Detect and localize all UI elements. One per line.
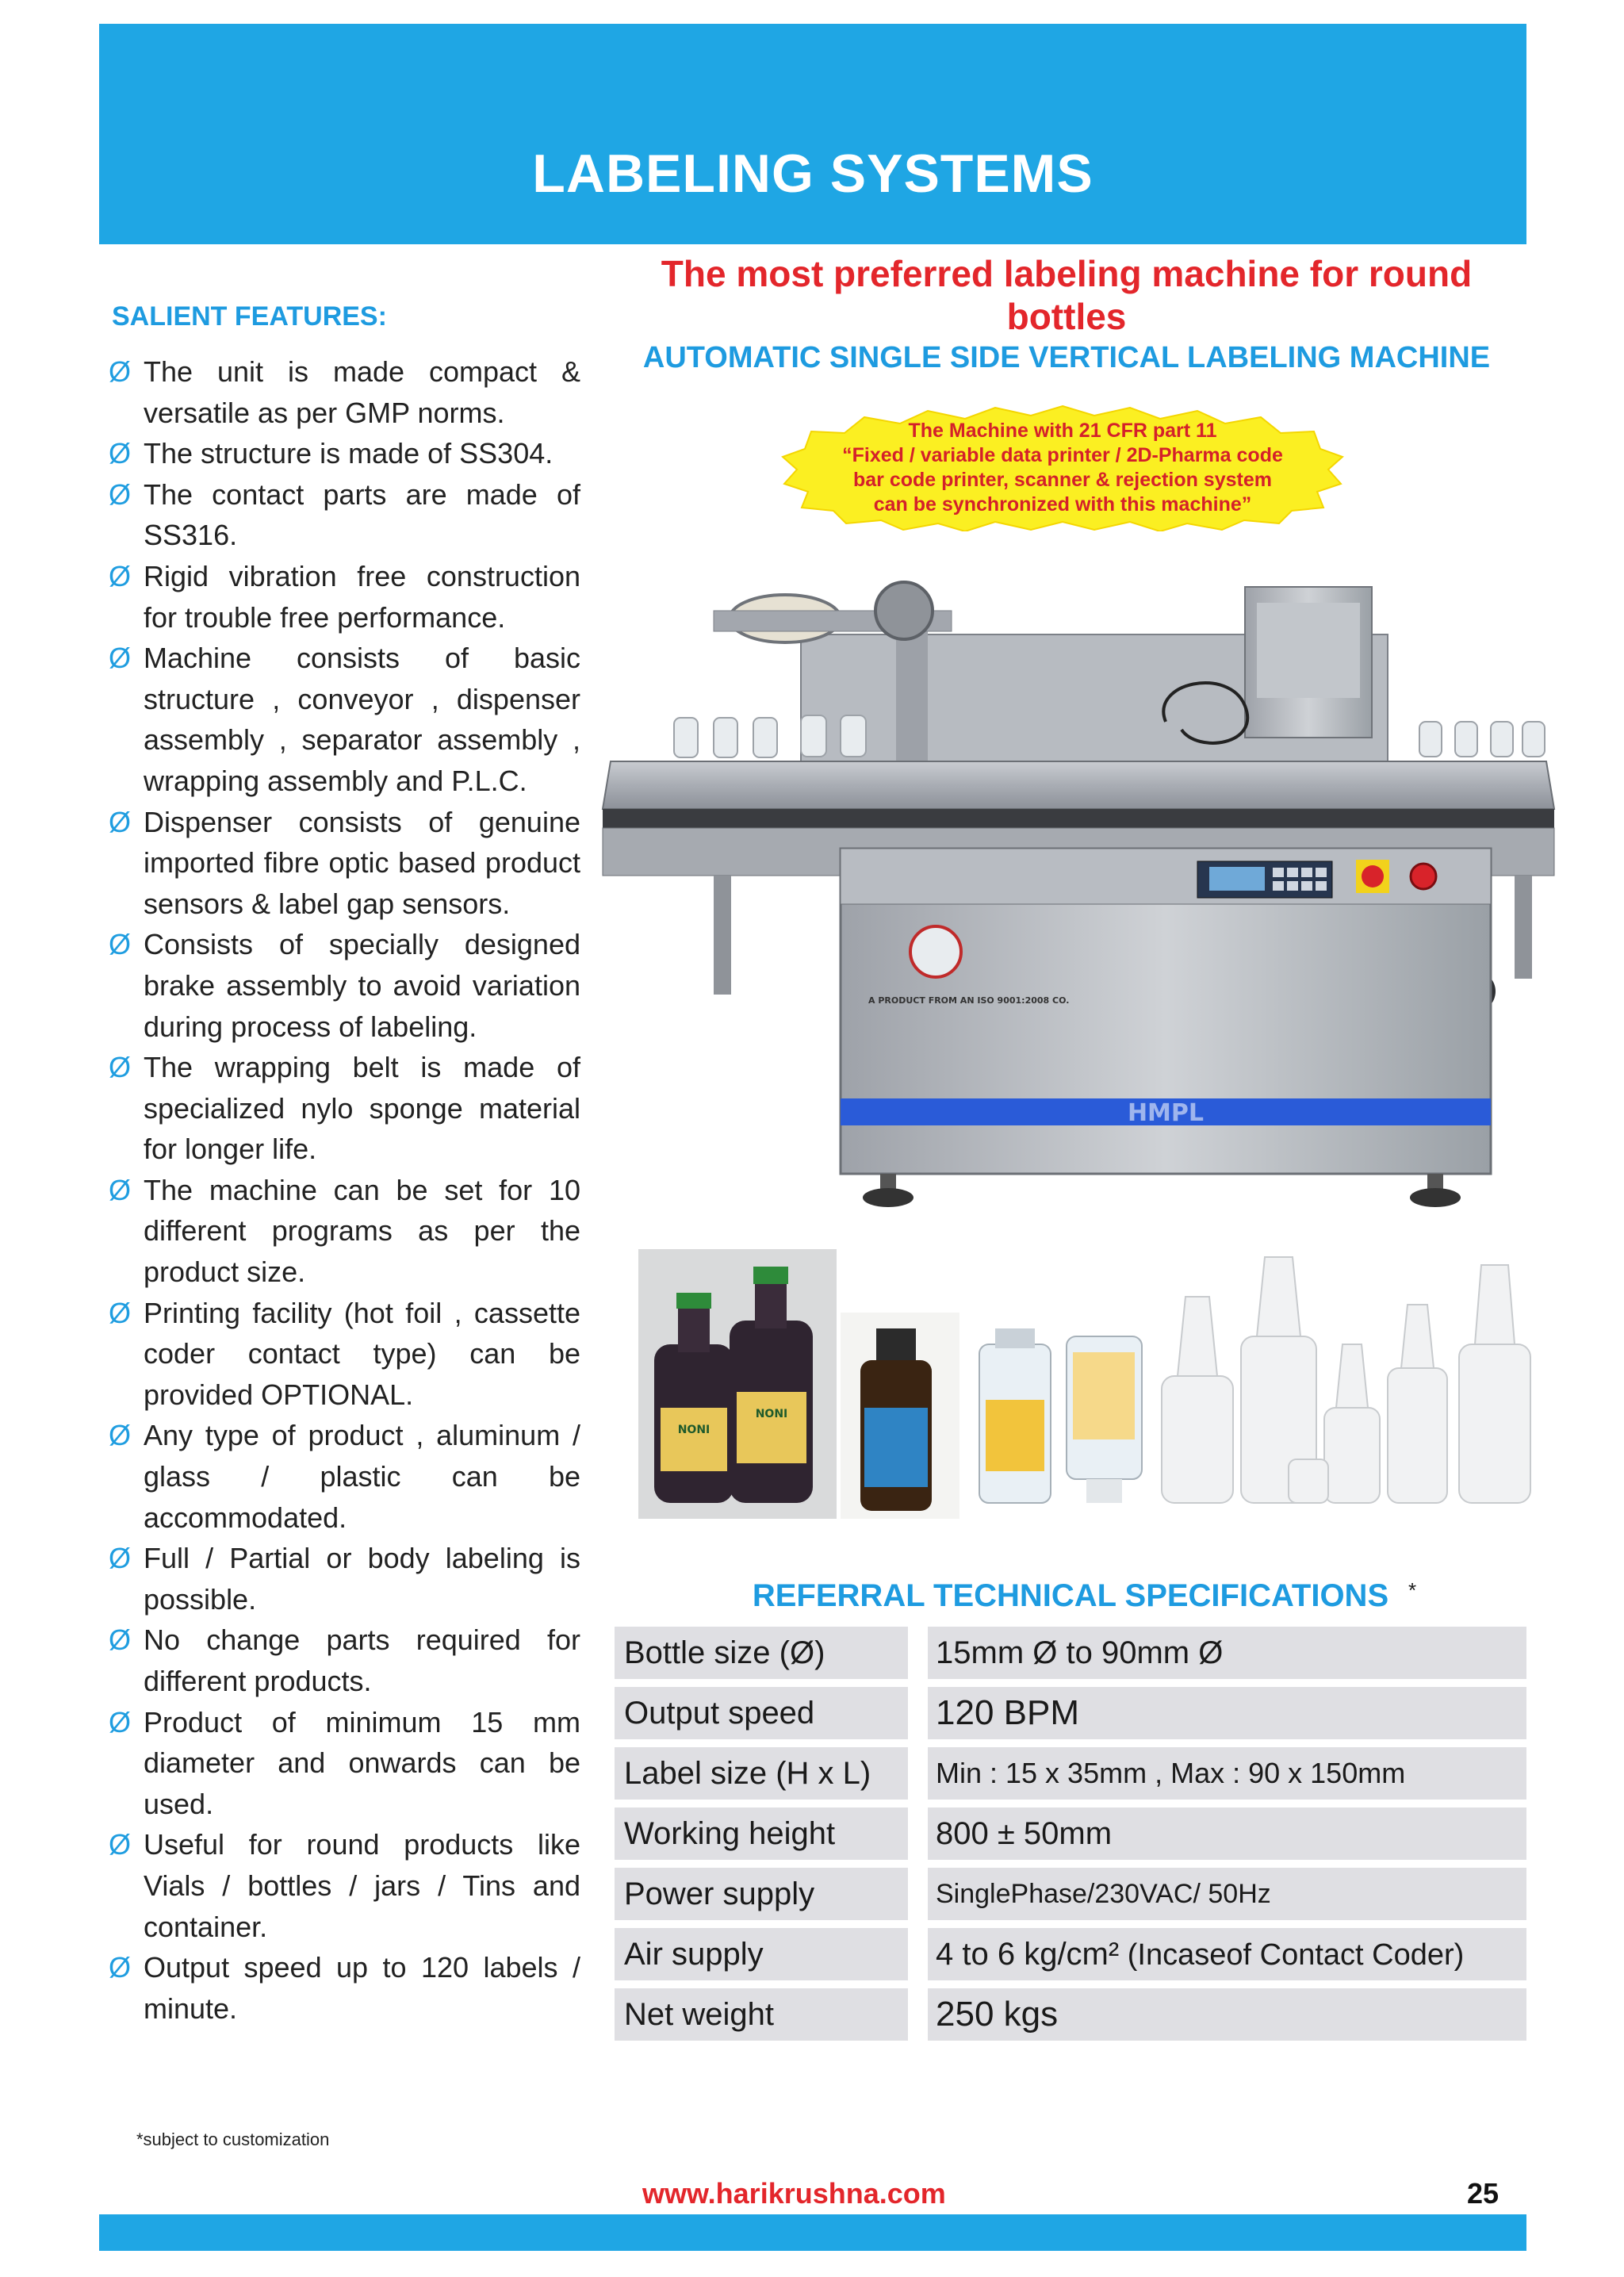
spec-value: 120 BPM [928,1687,1526,1739]
bullet-icon: Ø [109,1828,132,1861]
machine-subtitle: AUTOMATIC SINGLE SIDE VERTICAL LABELING MACHINE [642,341,1491,374]
feature-item [109,1620,580,1701]
spec-row [615,1687,1526,1739]
feature-text: Printing facility (hot foil , cassette coder contact type) can be provided OPTIONAL. [144,1296,580,1411]
callout-line: “Fixed / variable data printer / 2D-Pharma code [842,444,1283,466]
feature-item [109,1293,580,1416]
bullet-icon: Ø [109,642,132,675]
bullet-icon: Ø [109,1623,132,1657]
bullet-icon: Ø [109,1951,132,1984]
spec-value: 800 ± 50mm [928,1807,1526,1860]
spec-value: Min : 15 x 35mm , Max : 90 x 150mm [928,1747,1526,1800]
feature-text: Dispenser consists of genuine imported fibre optic based product sensors & label gap sensors. [144,805,580,920]
spec-label: Air supply [615,1928,908,1980]
dropper-bottles [1162,1257,1530,1503]
spec-row [615,1747,1526,1800]
spec-value: 15mm Ø to 90mm Ø [928,1627,1526,1679]
wrapping-head-plate [1257,603,1360,698]
brand-mark: HMPL [1127,1099,1205,1127]
callout-line: The Machine with 21 CFR part 11 [908,420,1217,442]
bullet-icon: Ø [109,355,132,388]
specs-asterisk: * [1408,1578,1417,1602]
bullet-icon: Ø [109,1296,132,1329]
feature-text: The machine can be set for 10 different programs as per the product size. [144,1173,580,1289]
feature-text: The structure is made of SS304. [144,437,553,470]
feature-item [109,1538,580,1620]
features-list [109,351,580,2029]
feature-text: Full / Partial or body labeling is possible. [144,1542,580,1616]
spec-value: 250 kgs [928,1988,1526,2041]
callout-text [825,419,1300,517]
spec-row [615,1627,1526,1679]
feature-text: The unit is made compact & versatile as per GMP norms. [144,355,580,429]
cabinet-top-panel [841,849,1491,904]
footer-band [99,2214,1526,2251]
bullet-icon: Ø [109,805,132,838]
power-button [1411,864,1436,889]
conveyor-bed [603,761,1554,809]
conveyor-leg [714,876,731,995]
emergency-stop [1362,865,1384,887]
bullet-icon: Ø [109,437,132,470]
company-globe-logo [910,926,961,977]
feature-item [109,924,580,1047]
spec-label: Power supply [615,1868,908,1920]
feature-item [109,1415,580,1538]
display-screen [1209,867,1265,891]
feature-item [109,638,580,801]
feature-item [109,1824,580,1947]
feature-text: Machine consists of basic structure , conveyor , dispenser assembly , separator assembly , wrapping assembly and P.L.C. [144,642,580,797]
spec-row [615,1807,1526,1860]
tagline: The most preferred labeling machine for round bottles [661,253,1473,337]
feature-text: Rigid vibration free construction for trouble free performance. [144,559,580,634]
callout-line: bar code printer, scanner & rejection system [853,469,1272,491]
feature-item [109,1170,580,1293]
feature-item [109,474,580,556]
feature-text: No change parts required for different products. [144,1623,580,1697]
labeling-machine-image [595,547,1562,1221]
header-band [99,24,1526,244]
feature-text: Any type of product , aluminum / glass / plastic can be accommodated. [144,1419,580,1534]
spec-label: Net weight [615,1988,908,2041]
spec-row [615,1928,1526,1980]
machine-foot-pad [863,1188,914,1207]
spec-value [928,1928,1526,1980]
spec-label: Bottle size (Ø) [615,1627,908,1679]
bullet-icon: Ø [109,1051,132,1084]
infusion-bottle [1067,1336,1142,1503]
spec-label: Output speed [615,1687,908,1739]
page-number: 25 [1467,2177,1500,2210]
website-link[interactable]: www.harikrushna.com [642,2177,946,2210]
bullet-icon: Ø [109,559,132,592]
sample-products-image [638,1249,1542,1519]
spec-value-main: 4 to 6 kg/cm² [936,1937,1120,1972]
bullet-icon: Ø [109,477,132,511]
svg-text:NONI: NONI [677,1424,710,1436]
feature-item [109,351,580,433]
feature-item [109,1047,580,1170]
bullet-icon: Ø [109,1542,132,1575]
feature-text: The contact parts are made of SS316. [144,477,580,552]
feature-text: Product of minimum 15 mm diameter and onwards can be used. [144,1705,580,1820]
company-plate-text: A PRODUCT FROM AN ISO 9001:2008 CO. [868,995,1070,1006]
feature-text: The wrapping belt is made of specialized nylo sponge material for longer life. [144,1051,580,1166]
feature-item [109,433,580,474]
injection-vial [979,1328,1051,1503]
machine-foot-pad [1410,1188,1461,1207]
spec-value-note: (Incaseof Contact Coder) [1119,1938,1465,1972]
spec-value: SinglePhase/230VAC/ 50Hz [928,1868,1526,1920]
bullet-icon: Ø [109,1173,132,1206]
conveyor-leg [1515,876,1532,979]
feature-item [109,1702,580,1825]
feature-item [109,556,580,638]
conveyor-belt [603,809,1554,828]
feature-item [109,802,580,925]
feature-text: Consists of specially designed brake assembly to avoid variation during process of labeling. [144,928,580,1043]
spec-row [615,1988,1526,2041]
feature-item [109,1947,580,2029]
svg-text:NONI: NONI [755,1408,788,1420]
roller [875,582,933,639]
spec-row [615,1868,1526,1920]
feature-text: Output speed up to 120 labels / minute. [144,1951,580,2025]
feature-text: Useful for round products like Vials / bottles / jars / Tins and container. [144,1828,580,1943]
spec-label: Label size (H x L) [615,1747,908,1800]
specs-heading: REFERRAL TECHNICAL SPECIFICATIONS [752,1578,1389,1613]
bullet-icon: Ø [109,1419,132,1452]
specs-table [615,1627,1526,2049]
spec-label: Working height [615,1807,908,1860]
page-title: LABELING SYSTEMS [532,144,1094,204]
bullet-icon: Ø [109,1705,132,1738]
bullet-icon: Ø [109,928,132,961]
footnote: *subject to customization [136,2129,330,2149]
callout-line: can be synchronized with this machine” [873,493,1252,516]
features-heading: SALIENT FEATURES: [112,301,387,332]
